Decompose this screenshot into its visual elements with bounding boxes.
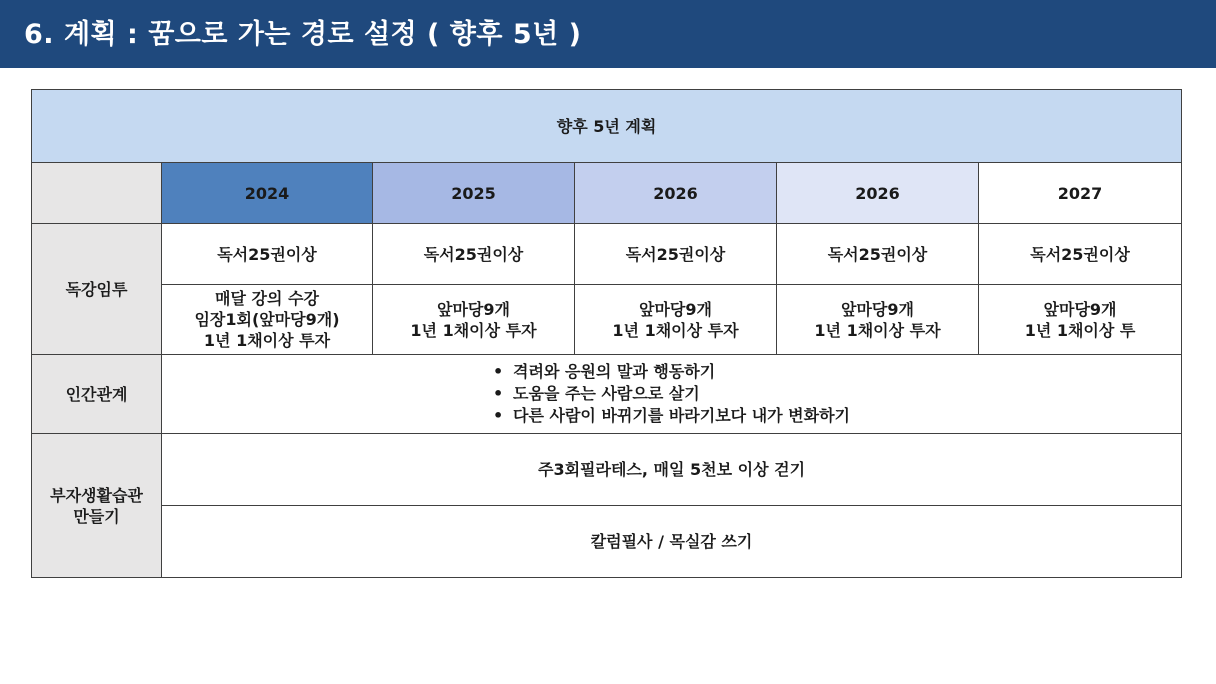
exercise-goal-cell: 주3회필라테스, 매일 5천보 이상 걷기 bbox=[162, 434, 1182, 506]
list-item: • 다른 사람이 바뀌기를 바라기보다 내가 변화하기 bbox=[493, 405, 850, 427]
year-header-2027: 2027 bbox=[979, 163, 1182, 224]
list-item: • 도움을 주는 사람으로 살기 bbox=[493, 383, 850, 405]
relations-goals-cell bbox=[162, 355, 1182, 434]
investment-goal-cell: 앞마당9개 1년 1채이상 투자 bbox=[575, 285, 777, 355]
year-header-2026: 2026 bbox=[575, 163, 777, 224]
table-row bbox=[32, 224, 1182, 285]
page-title: 6. 계획 : 꿈으로 가는 경로 설정 ( 향후 5년 ) bbox=[24, 19, 582, 50]
row-label-relations: 인간관계 bbox=[32, 355, 162, 434]
relations-list bbox=[493, 361, 850, 427]
writing-goal-cell: 칼럼필사 / 목실감 쓰기 bbox=[162, 506, 1182, 578]
reading-goal-cell: 독서25권이상 bbox=[162, 224, 373, 285]
table-row bbox=[32, 355, 1182, 434]
row-label-habits: 부자생활습관 만들기 bbox=[32, 434, 162, 578]
corner-cell bbox=[32, 163, 162, 224]
reading-goal-cell: 독서25권이상 bbox=[979, 224, 1182, 285]
year-header-2025: 2025 bbox=[373, 163, 575, 224]
year-header-2026b: 2026 bbox=[777, 163, 979, 224]
table-row bbox=[32, 506, 1182, 578]
reading-goal-cell: 독서25권이상 bbox=[575, 224, 777, 285]
investment-goal-cell: 매달 강의 수강 임장1회(앞마당9개) 1년 1채이상 투자 bbox=[162, 285, 373, 355]
investment-goal-cell: 앞마당9개 1년 1채이상 투자 bbox=[777, 285, 979, 355]
five-year-plan-table bbox=[31, 89, 1182, 578]
reading-goal-cell: 독서25권이상 bbox=[777, 224, 979, 285]
year-header-row bbox=[32, 163, 1182, 224]
investment-goal-cell: 앞마당9개 1년 1채이상 투 bbox=[979, 285, 1182, 355]
table-title: 향후 5년 계획 bbox=[32, 90, 1182, 163]
reading-goal-cell: 독서25권이상 bbox=[373, 224, 575, 285]
list-item: • 격려와 응원의 말과 행동하기 bbox=[493, 361, 850, 383]
investment-goal-cell: 앞마당9개 1년 1채이상 투자 bbox=[373, 285, 575, 355]
header-banner bbox=[0, 0, 1216, 68]
table-row bbox=[32, 434, 1182, 506]
year-header-2024: 2024 bbox=[162, 163, 373, 224]
row-label-reading: 독강임투 bbox=[32, 224, 162, 355]
table-row bbox=[32, 285, 1182, 355]
